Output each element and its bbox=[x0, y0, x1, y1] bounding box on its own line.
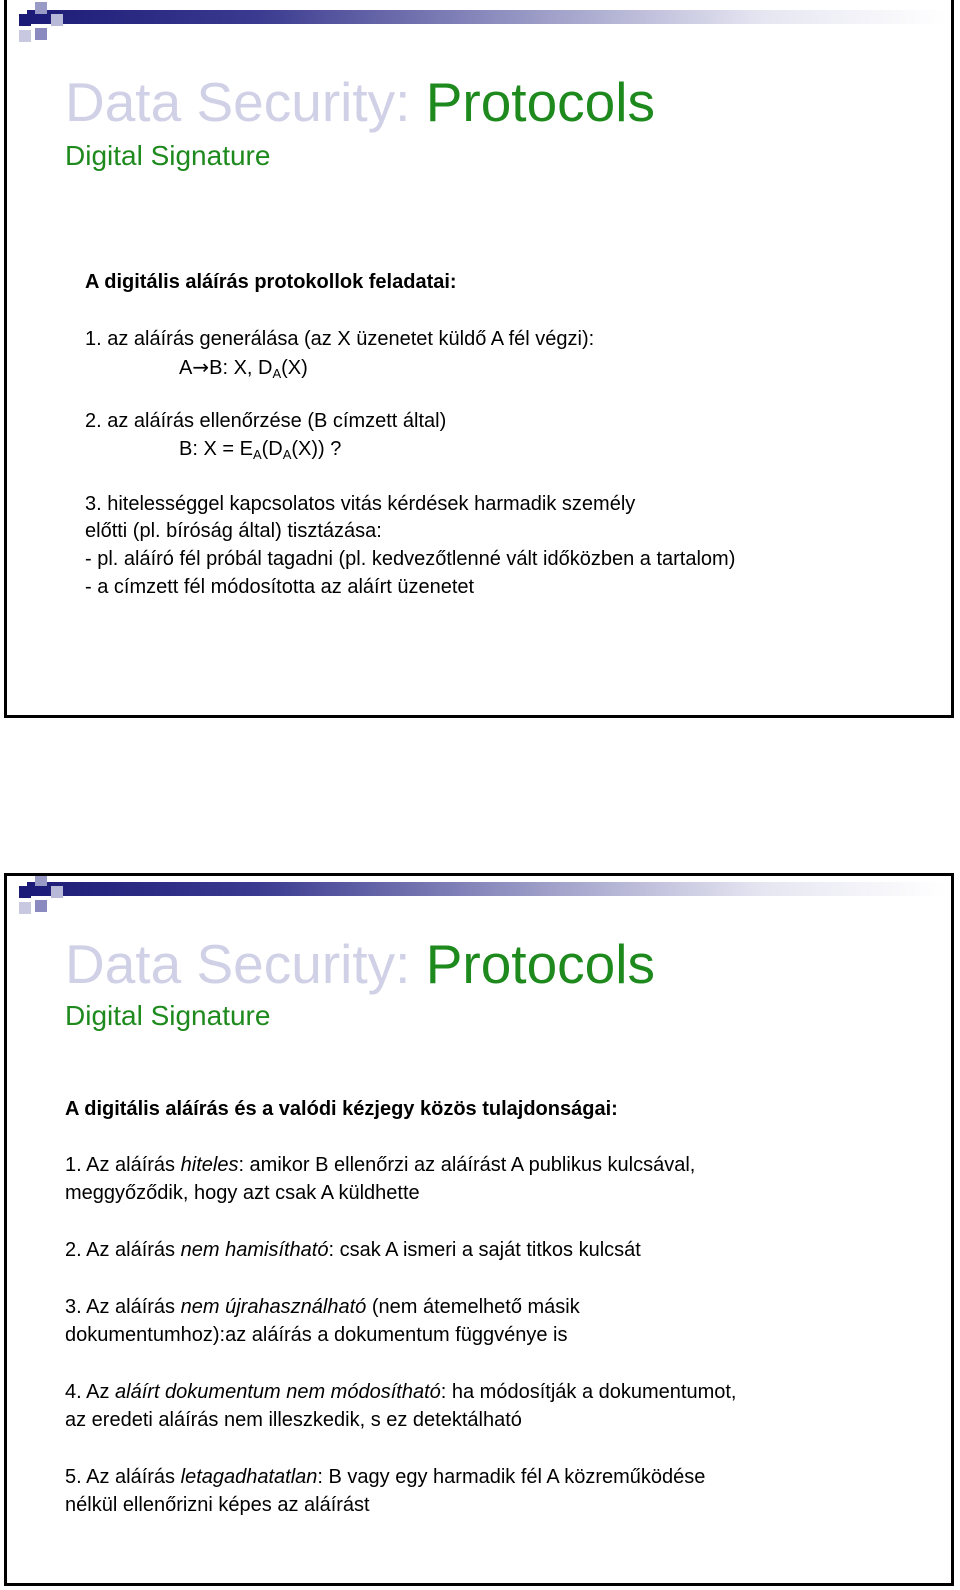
slide-1 bbox=[4, 0, 954, 718]
emphasis: aláírt dokumentum nem módosítható bbox=[115, 1381, 441, 1403]
text-part: : amikor B ellenőrzi az aláírást A publikus kulcsával, bbox=[238, 1154, 696, 1176]
text-part: : csak A ismeri a saját titkos kulcsát bbox=[328, 1239, 641, 1261]
property-3 bbox=[65, 1296, 580, 1319]
content-heading: A digitális aláírás protokollok feladatai: bbox=[85, 271, 457, 293]
text-part: 1. Az aláírás bbox=[65, 1154, 181, 1176]
property-3-line-2: dokumentumhoz):az aláírás a dokumentum függvénye is bbox=[65, 1324, 568, 1346]
emphasis: nem hamisítható bbox=[180, 1239, 329, 1261]
title-part-2: Protocols bbox=[425, 71, 655, 133]
decor-square bbox=[35, 900, 47, 912]
emphasis: hiteles bbox=[180, 1154, 239, 1176]
property-1-line-2: meggyőződik, hogy azt csak A küldhette bbox=[65, 1182, 420, 1204]
text-part: (nem átemelhető másik bbox=[366, 1296, 580, 1318]
formula-part: B: X, D bbox=[209, 357, 273, 379]
list-item-2: 2. az aláírás ellenőrzése (B címzett által) bbox=[85, 410, 447, 432]
list-item-3-line-4: - a címzett fél módosította az aláírt üzenetet bbox=[85, 576, 475, 598]
text-part: : B vagy egy harmadik fél A közreműködése bbox=[317, 1466, 706, 1488]
slide-subtitle: Digital Signature bbox=[65, 140, 271, 171]
text-part: 2. Az aláírás bbox=[65, 1239, 181, 1261]
decor-square bbox=[35, 876, 47, 886]
property-4 bbox=[65, 1381, 736, 1404]
text-part: : ha módosítják a dokumentumot, bbox=[440, 1381, 737, 1403]
title-part-1: Data Security: bbox=[65, 933, 426, 995]
slide-title bbox=[65, 934, 655, 994]
slide-header-banner bbox=[7, 876, 951, 936]
decor-square bbox=[35, 28, 47, 40]
formula-verify bbox=[179, 438, 341, 461]
content-heading: A digitális aláírás és a valódi kézjegy közös tulajdonságai: bbox=[65, 1098, 618, 1120]
emphasis: letagadhatatlan bbox=[180, 1466, 318, 1488]
property-5 bbox=[65, 1466, 705, 1489]
formula-part: B: X = E bbox=[179, 438, 253, 460]
text-part: 4. Az bbox=[65, 1381, 116, 1403]
subscript: A bbox=[282, 447, 292, 462]
decor-square bbox=[19, 886, 31, 898]
property-4-line-2: az eredeti aláírás nem illeszkedik, s ez detektálható bbox=[65, 1409, 522, 1431]
slide-title bbox=[65, 72, 655, 132]
list-item-1: 1. az aláírás generálása (az X üzenetet küldő A fél végzi): bbox=[85, 328, 595, 350]
formula-part: (X)) ? bbox=[291, 438, 342, 460]
property-5-line-2: nélkül ellenőrizni képes az aláírást bbox=[65, 1494, 370, 1516]
slide-header-banner bbox=[7, 0, 951, 60]
slide-subtitle: Digital Signature bbox=[65, 1000, 271, 1031]
decor-square bbox=[51, 14, 63, 26]
decor-square bbox=[19, 14, 31, 26]
title-part-2: Protocols bbox=[425, 933, 655, 995]
text-part: 5. Az aláírás bbox=[65, 1466, 181, 1488]
gradient-bar bbox=[27, 10, 947, 24]
gradient-bar bbox=[27, 882, 947, 896]
formula-part: (X) bbox=[281, 357, 308, 379]
list-item-3-line-1: 3. hitelességgel kapcsolatos vitás kérdések harmadik személy bbox=[85, 493, 636, 515]
right-arrow-icon: → bbox=[192, 355, 210, 379]
text-part: 3. Az aláírás bbox=[65, 1296, 181, 1318]
decor-square bbox=[35, 2, 47, 14]
slide-2 bbox=[4, 873, 954, 1586]
emphasis: nem újrahasználható bbox=[180, 1296, 367, 1318]
decor-square bbox=[19, 902, 31, 914]
formula-sign bbox=[179, 355, 308, 380]
list-item-3-line-2: előtti (pl. bíróság által) tisztázása: bbox=[85, 520, 382, 542]
subscript: A bbox=[272, 366, 282, 381]
formula-part: A bbox=[179, 357, 193, 379]
property-2 bbox=[65, 1239, 641, 1262]
title-part-1: Data Security: bbox=[65, 71, 426, 133]
subscript: A bbox=[252, 447, 262, 462]
formula-part: (D bbox=[261, 438, 283, 460]
property-1 bbox=[65, 1154, 695, 1177]
list-item-3-line-3: - pl. aláíró fél próbál tagadni (pl. kedvezőtlenné vált időközben a tartalom) bbox=[85, 548, 736, 570]
decor-square bbox=[51, 886, 63, 898]
decor-square bbox=[19, 30, 31, 42]
